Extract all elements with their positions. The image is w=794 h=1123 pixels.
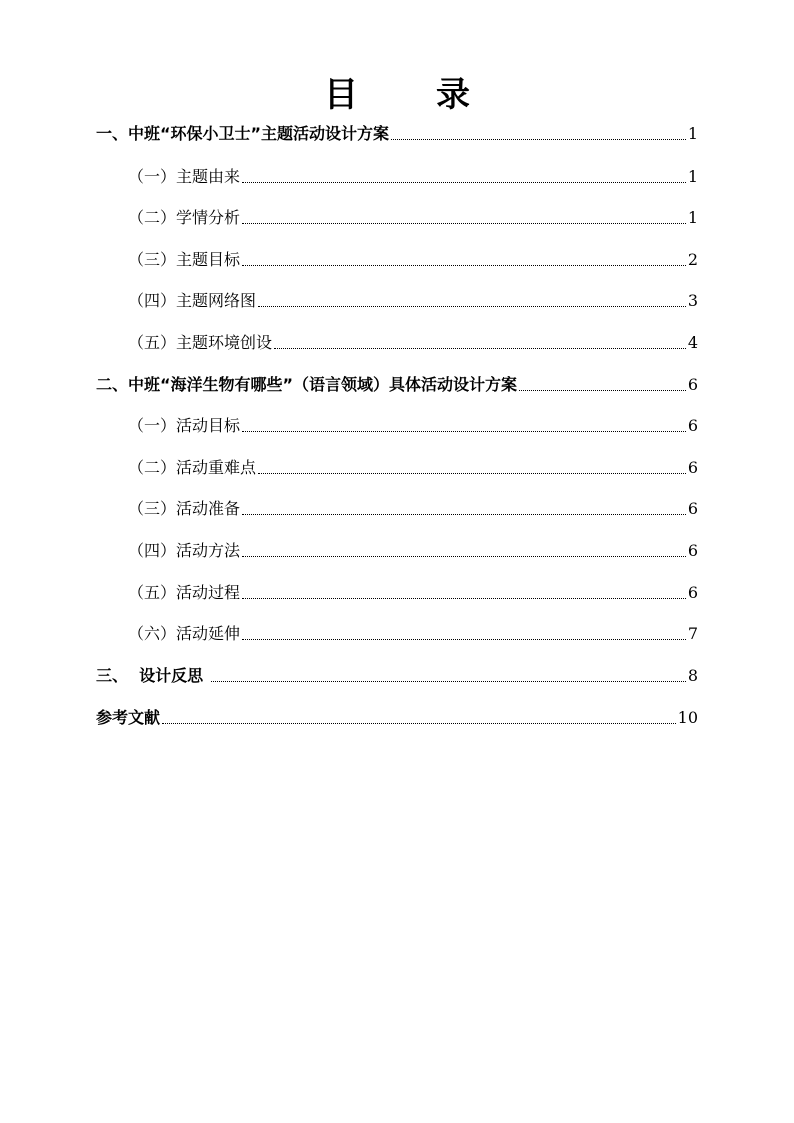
toc-leader-dots [391, 138, 686, 140]
toc-leader-dots [211, 680, 686, 682]
toc-entry-page: 8 [687, 666, 698, 685]
toc-entry-text: 二、中班“海洋生物有哪些”（语言领域）具体活动设计方案 [96, 375, 518, 394]
toc-entry-text: （二）学情分析 [128, 208, 241, 227]
toc-entry-page: 1 [687, 124, 698, 143]
toc-entry[interactable] [96, 372, 698, 396]
toc-entry[interactable] [96, 121, 698, 145]
toc-entry-page: 4 [687, 333, 698, 352]
toc-entry-text: （四）主题网络图 [128, 291, 257, 310]
toc-leader-dots [162, 722, 676, 724]
toc-entry-text: （三）主题目标 [128, 250, 241, 269]
toc-entry[interactable] [96, 330, 698, 354]
toc-entry-text: （三）活动准备 [128, 499, 241, 518]
toc-entry-page: 6 [687, 416, 698, 435]
toc-entry-page: 1 [687, 208, 698, 227]
toc-entry-text: （一）活动目标 [128, 416, 241, 435]
toc-entry-text: 参考文献 [96, 708, 161, 727]
toc-leader-dots [242, 513, 686, 515]
toc-entry[interactable] [96, 663, 698, 687]
toc-entry-page: 7 [687, 624, 698, 643]
toc-entry[interactable] [96, 621, 698, 645]
toc-leader-dots [258, 472, 686, 474]
toc-entry[interactable] [96, 164, 698, 188]
toc-entry[interactable] [96, 288, 698, 312]
toc-entry-page: 10 [677, 708, 698, 727]
toc-leader-dots [258, 305, 686, 307]
toc-entry-page: 1 [687, 167, 698, 186]
toc-leader-dots [519, 389, 686, 391]
toc-entry-text: （五）活动过程 [128, 583, 241, 602]
toc-entry-text: （五）主题环境创设 [128, 333, 273, 352]
toc-entry-text: （四）活动方法 [128, 541, 241, 560]
toc-entry-page: 6 [687, 541, 698, 560]
toc-leader-dots [242, 555, 686, 557]
toc-entry[interactable] [96, 455, 698, 479]
toc-title-char-1: 目 [324, 75, 358, 115]
toc-entry-text: （一）主题由来 [128, 167, 241, 186]
toc-leader-dots [242, 638, 686, 640]
toc-leader-dots [274, 347, 686, 349]
toc-title-char-2: 录 [436, 75, 470, 115]
toc-entry[interactable] [96, 413, 698, 437]
toc-list [96, 0, 698, 1123]
toc-entry-page: 6 [687, 458, 698, 477]
toc-leader-dots [242, 181, 686, 183]
toc-entry-page: 6 [687, 499, 698, 518]
toc-entry[interactable] [96, 705, 698, 729]
toc-leader-dots [242, 264, 686, 266]
toc-entry[interactable] [96, 580, 698, 604]
toc-entry[interactable] [96, 205, 698, 229]
toc-entry-text: 一、中班“环保小卫士”主题活动设计方案 [96, 124, 390, 143]
toc-entry-text: （二）活动重难点 [128, 458, 257, 477]
toc-entry-page: 2 [687, 250, 698, 269]
toc-entry[interactable] [96, 496, 698, 520]
toc-leader-dots [242, 222, 686, 224]
toc-entry[interactable] [96, 247, 698, 271]
toc-leader-dots [242, 597, 686, 599]
toc-entry-page: 6 [687, 375, 698, 394]
toc-entry[interactable] [96, 538, 698, 562]
toc-entry-page: 3 [687, 291, 698, 310]
toc-leader-dots [242, 430, 686, 432]
toc-entry-text: （六）活动延伸 [128, 624, 241, 643]
toc-entry-text: 三、 设计反思 [96, 666, 209, 685]
toc-entry-page: 6 [687, 583, 698, 602]
